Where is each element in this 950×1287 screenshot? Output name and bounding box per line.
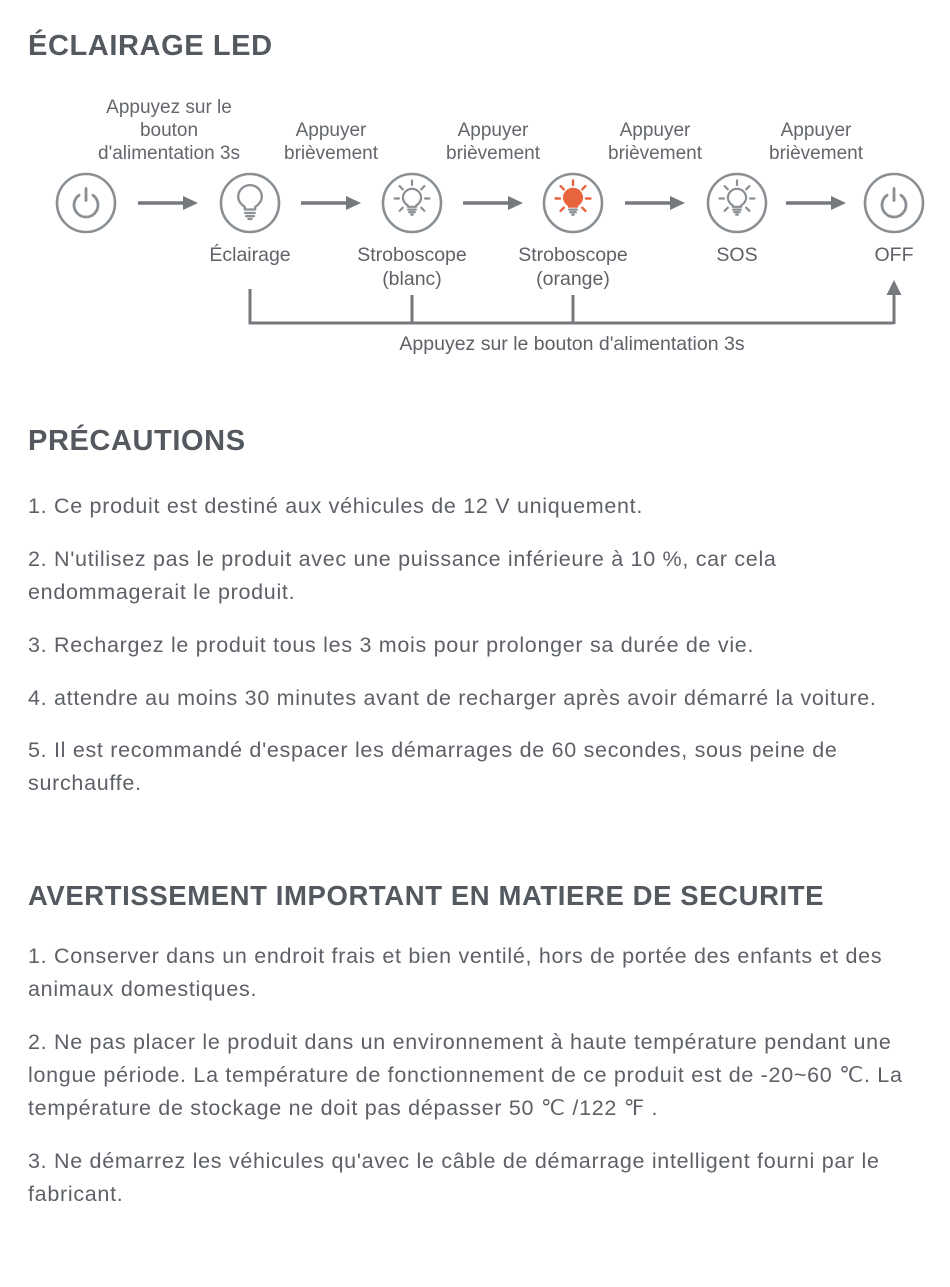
mode-node-off xyxy=(862,171,926,235)
arrow-right-icon xyxy=(462,195,524,211)
section-title-precautions: PRÉCAUTIONS xyxy=(28,425,246,457)
warning-item: 3. Ne démarrez les véhicules qu'avec le câble de démarrage intelligent fourni par le fabricant. xyxy=(28,1148,880,1206)
strobe-bulb-white-icon xyxy=(380,171,444,235)
mode-node-sos xyxy=(705,171,769,235)
mode-label: Éclairage xyxy=(209,244,291,266)
mode-label: Stroboscope (blanc) xyxy=(357,244,467,290)
precaution-item: 2. N'utilisez pas le produit avec une puissance inférieure à 10 %, car cela endommagerait le produit. xyxy=(28,546,777,604)
arrow-right-icon xyxy=(300,195,362,211)
press-duration-label: Appuyez sur le bouton d'alimentation 3s xyxy=(98,97,240,164)
arrow-right-icon xyxy=(785,195,847,211)
mode-node-stroboscope-blanc xyxy=(380,171,444,235)
mode-label: OFF xyxy=(874,244,914,266)
precautions-list xyxy=(28,490,922,800)
strobe-bulb-white-icon xyxy=(705,171,769,235)
press-duration-label: Appuyer brièvement xyxy=(284,120,378,164)
mode-label: Stroboscope (orange) xyxy=(518,244,628,290)
precaution-item: 1. Ce produit est destiné aux véhicules de 12 V uniquement. xyxy=(28,494,643,518)
power-button-icon xyxy=(54,171,118,235)
led-mode-diagram xyxy=(28,97,950,367)
precaution-item: 5. Il est recommandé d'espacer les démarrages de 60 secondes, sous peine de surchauffe. xyxy=(28,738,838,796)
strobe-bulb-orange-icon xyxy=(541,171,605,235)
mode-node-eclairage xyxy=(218,171,282,235)
warning-item: 1. Conserver dans un endroit frais et bien ventilé, hors de portée des enfants et des animaux domestiques. xyxy=(28,944,883,1002)
power-button-icon xyxy=(862,171,926,235)
arrow-right-icon xyxy=(137,195,199,211)
mode-node-power xyxy=(54,171,118,235)
section-title-warning: AVERTISSEMENT IMPORTANT EN MATIERE DE SECURITE xyxy=(28,880,825,912)
warning-item: 2. Ne pas placer le produit dans un environnement à haute température pendant une longue période. La température de fonctionnement de ce produit est de -20~60 ℃. La température de stockage ne doit pas dépasser 50 ℃ /122 ℉ . xyxy=(28,1030,903,1120)
arrow-right-icon xyxy=(624,195,686,211)
light-bulb-icon xyxy=(218,171,282,235)
warning-list xyxy=(28,940,922,1210)
mode-node-stroboscope-orange xyxy=(541,171,605,235)
section-title-led: ÉCLAIRAGE LED xyxy=(28,30,273,62)
mode-label: SOS xyxy=(716,244,758,266)
press-duration-label: Appuyer brièvement xyxy=(608,120,702,164)
precaution-item: 4. attendre au moins 30 minutes avant de recharger après avoir démarré la voiture. xyxy=(28,685,877,710)
press-duration-label: Appuyer brièvement xyxy=(446,120,540,164)
press-duration-label: Appuyer brièvement xyxy=(769,120,863,164)
hold-3s-label: Appuyez sur le bouton d'alimentation 3s xyxy=(399,333,745,355)
precaution-item: 3. Rechargez le produit tous les 3 mois pour prolonger sa durée de vie. xyxy=(28,632,755,657)
